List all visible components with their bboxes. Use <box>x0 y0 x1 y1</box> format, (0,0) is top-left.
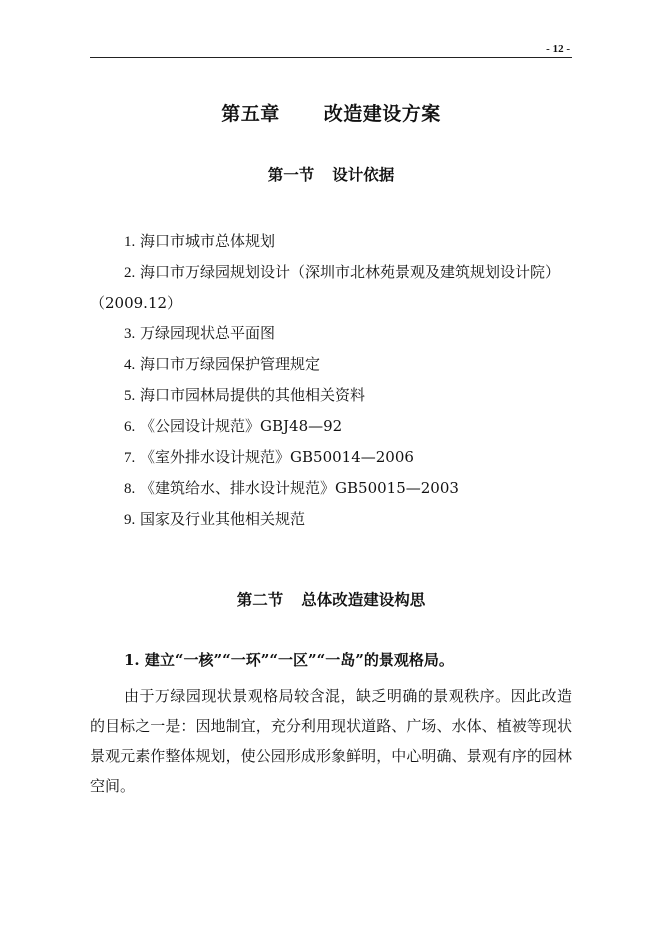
section-name: 总体改造建设构思 <box>301 591 426 609</box>
list-item: 4. 海口市万绿园保护管理规定 <box>124 355 321 373</box>
section-number: 第一节 <box>267 166 315 184</box>
chapter-number: 第五章 <box>221 103 280 125</box>
reference-list <box>90 226 572 535</box>
header-rule <box>90 57 572 58</box>
sub-heading: 1. 建立“一核”“一环”“一区”“一岛”的景观格局。 <box>124 651 454 669</box>
list-item: 3. 万绿园现状总平面图 <box>124 324 276 342</box>
list-item: 9. 国家及行业其他相关规范 <box>124 510 306 528</box>
section-title-overall-concept <box>0 588 662 610</box>
list-item: 6. 《公园设计规范》GBJ48—92 <box>124 417 343 435</box>
section-title-design-basis <box>0 163 662 185</box>
chapter-title <box>0 99 662 126</box>
section-name: 设计依据 <box>332 166 395 184</box>
page-number: - 12 - <box>546 43 570 55</box>
list-item: 7. 《室外排水设计规范》GB50014—2006 <box>124 448 414 466</box>
section-number: 第二节 <box>236 591 284 609</box>
chapter-name: 改造建设方案 <box>323 103 441 125</box>
list-item: 8. 《建筑给水、排水设计规范》GB50015—2003 <box>124 479 459 497</box>
body-paragraph: 由于万绿园现状景观格局较含混，缺乏明确的景观秩序。因此改造的目标之一是：因地制宜，充分利用现状道路、广场、水体、植被等现状景观元素作整体规划，使公园形成形象鲜明，中心明确、景观有序的园林空间。 <box>90 687 572 795</box>
list-item: 5. 海口市园林局提供的其他相关资料 <box>124 386 366 404</box>
list-item: 2. 海口市万绿园规划设计（深圳市北林苑景观及建筑规划设计院） （2009.12） <box>90 263 568 312</box>
list-item: 1. 海口市城市总体规划 <box>124 232 276 250</box>
